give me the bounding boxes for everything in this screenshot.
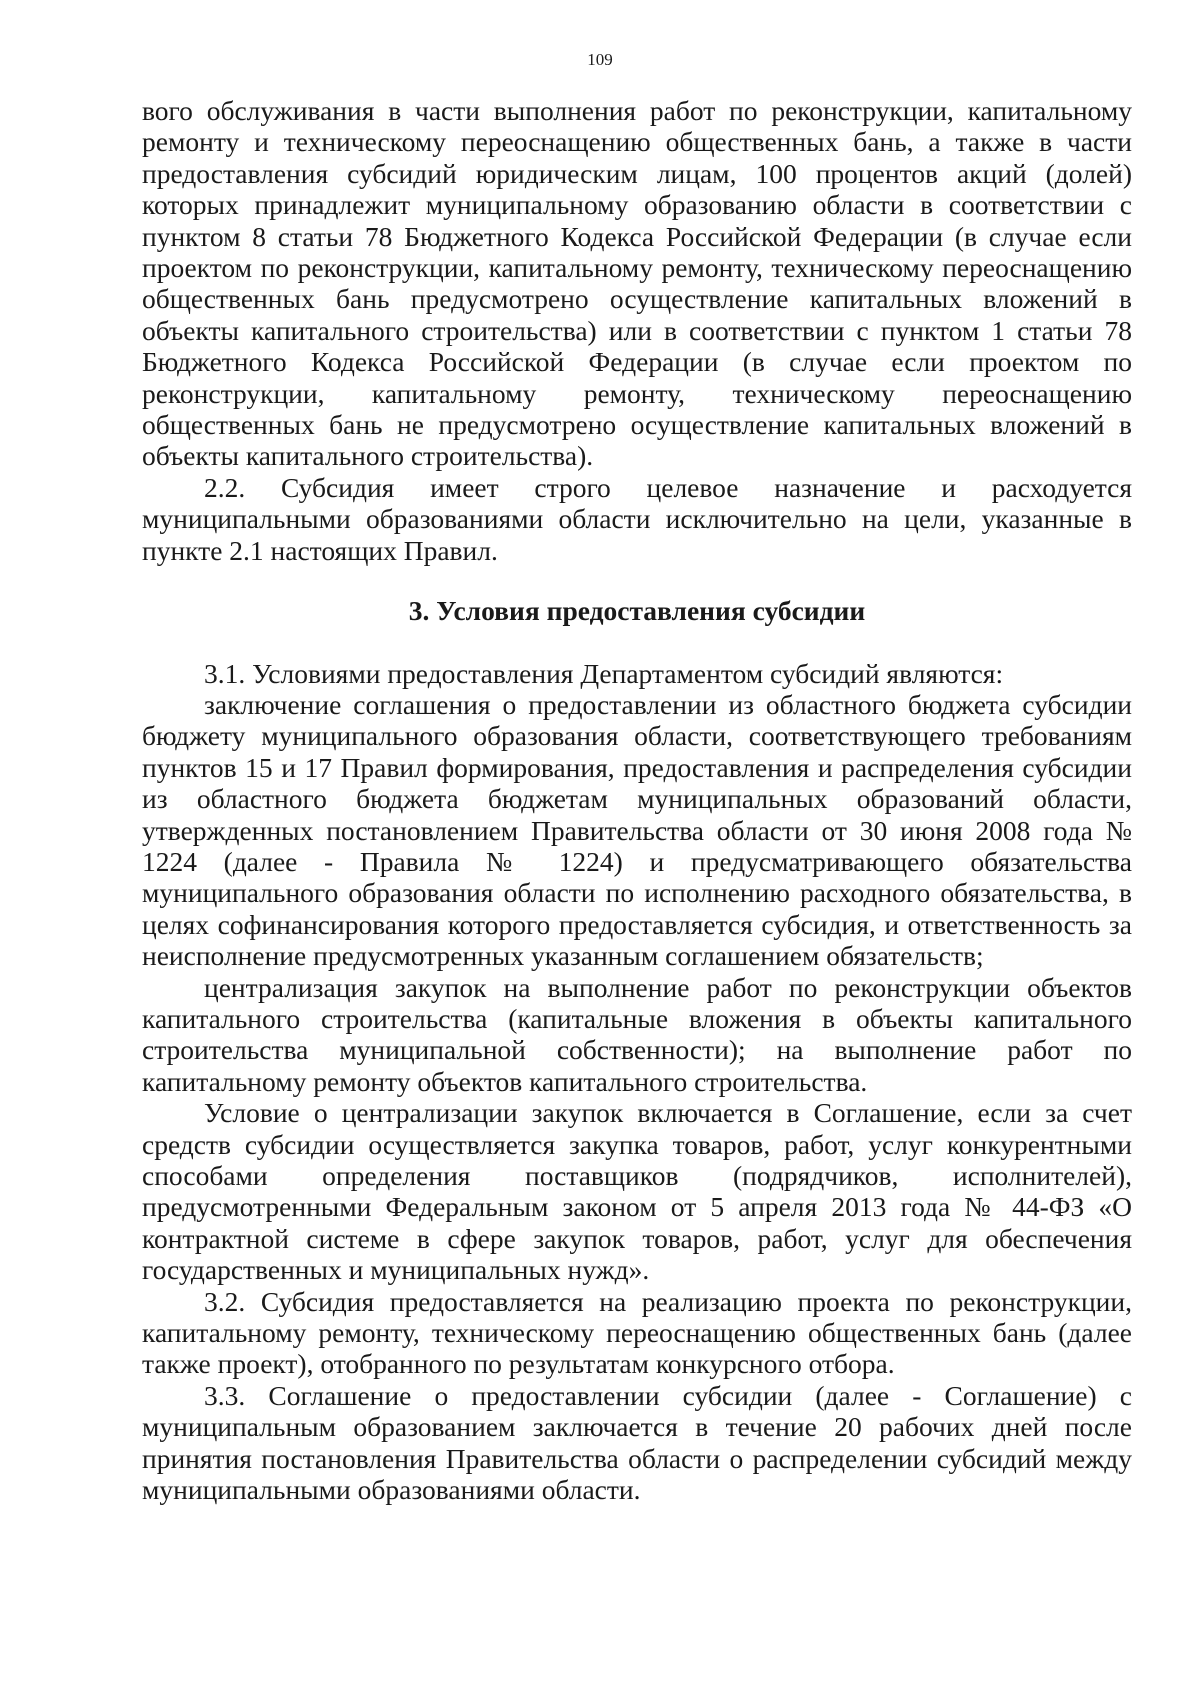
paragraph-3-3: 3.3. Соглашение о предоставлении субсидии (далее - Соглашение) с муниципальным образованием заключается в течение 20 рабочих дней после принятия постановления Правительства области о распределении субсидий между муниципальными образованиями области. bbox=[142, 1379, 1132, 1506]
paragraph-3-2: 3.2. Субсидия предоставляется на реализацию проекта по реконструкции, капитальному ремонту, техническому переоснащению общественных бань (далее также проект), отобранного по результатам конкурсного отбора. bbox=[142, 1285, 1132, 1380]
page-number: 109 bbox=[587, 50, 613, 69]
paragraph-centralization-condition: Условие о централизации закупок включается в Соглашение, если за счет средств субсидии осуществляется закупка товаров, работ, услуг конкурентными способами определения поставщиков (подрядчиков, исполнителей), предусмотренными Федеральным законом от 5 апреля 2013 года № 44-ФЗ «О контрактной системе в сфере закупок товаров, работ, услуг для обеспечения государственных и муниципальных нужд». bbox=[142, 1097, 1132, 1286]
paragraph-agreement-condition: заключение соглашения о предоставлении из областного бюджета субсидии бюджету муниципального образования области, соответствующего требованиям пунктов 15 и 17 Правил формирования, предоставления и распределения субсидии из областного бюджета бюджетам муниципальных образований области, утвержденных постановлением Правительства области от 30 июня 2008 года № 1224 (далее - Правила № 1224) и предусматривающего обязательства муниципального образования области по исполнению расходного обязательства, в целях софинансирования которого предоставляется субсидия, и ответственность за неисполнение предусмотренных указанным соглашением обязательств; bbox=[142, 688, 1132, 972]
document-body bbox=[142, 95, 1132, 1505]
paragraph-continuation: вого обслуживания в части выполнения работ по реконструкции, капитальному ремонту и техническому переоснащению общественных бань, а также в части предоставления субсидий юридическим лицам, 100 процентов акций (долей) которых принадлежит муниципальному образованию области в соответствии с пунктом 8 статьи 78 Бюджетного Кодекса Российской Федерации (в случае если проектом по реконструкции, капитальному ремонту, техническому переоснащению общественных бань предусмотрено осуществление капитальных вложений в объекты капитального строительства) или в соответствии с пунктом 1 статьи 78 Бюджетного Кодекса Российской Федерации (в случае если проектом по реконструкции, капитальному ремонту, техническому переоснащению общественных бань не предусмотрено осуществление капитальных вложений в объекты капитального строительства). bbox=[142, 95, 1132, 472]
paragraph-2-2: 2.2. Субсидия имеет строго целевое назначение и расходуется муниципальными образованиями области исключительно на цели, указанные в пункте 2.1 настоящих Правил. bbox=[142, 471, 1132, 566]
paragraph-centralization: централизация закупок на выполнение работ по реконструкции объектов капитального строительства (капитальные вложения в объекты капитального строительства муниципальной собственности); на выполнение работ по капитальному ремонту объектов капитального строительства. bbox=[142, 971, 1132, 1097]
paragraph-3-1: 3.1. Условиями предоставления Департаментом субсидий являются: bbox=[204, 657, 1004, 689]
section-heading: 3. Условия предоставления субсидии bbox=[408, 595, 866, 627]
